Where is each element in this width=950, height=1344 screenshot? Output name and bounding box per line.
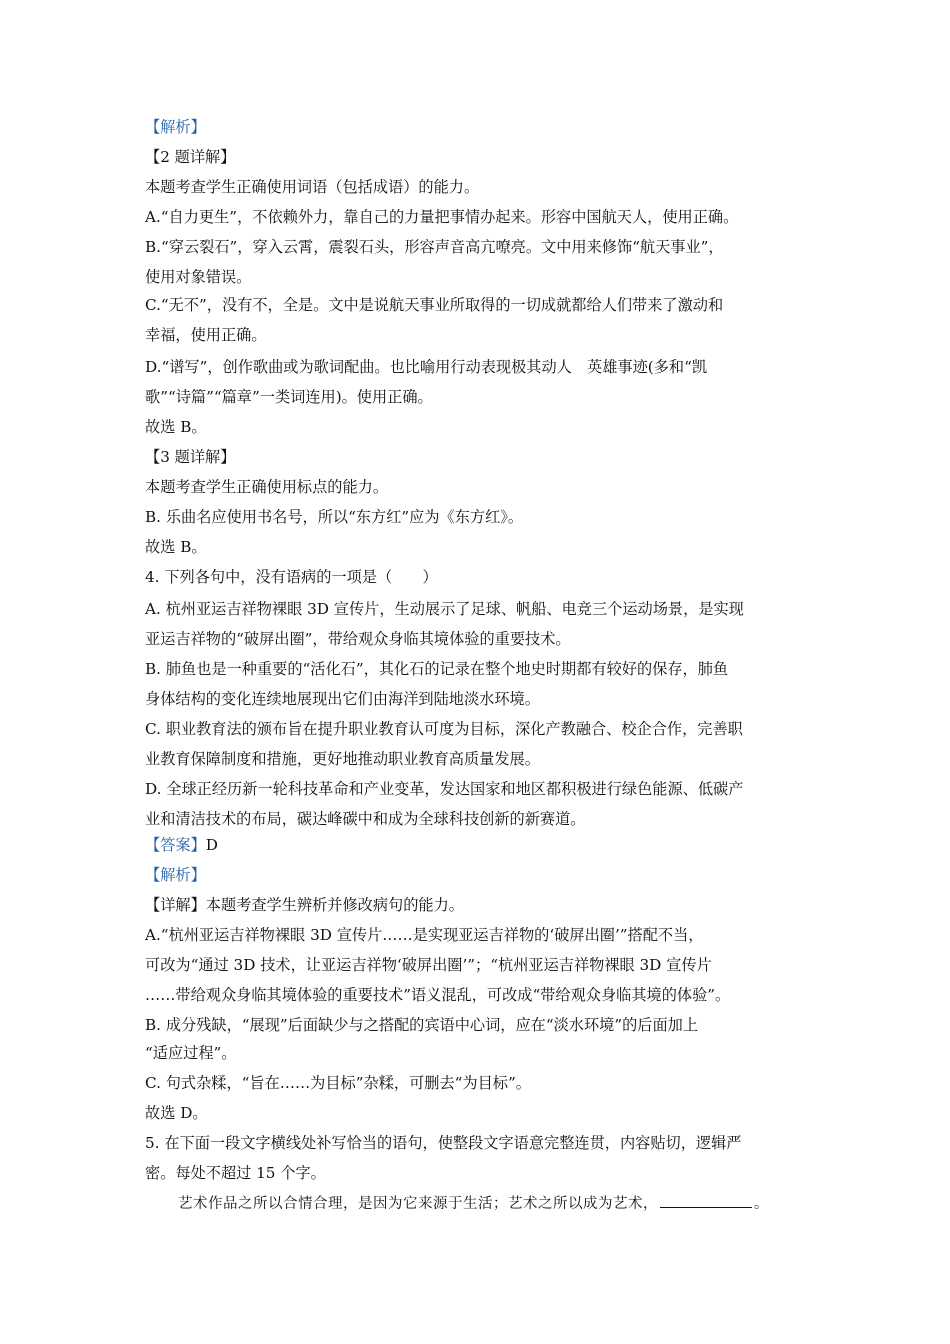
text-line xyxy=(145,176,479,198)
text-line xyxy=(145,324,267,346)
text-line xyxy=(145,864,206,886)
line-text: C. 句式杂糅，“旨在……为目标”杂糅，可删去“为目标”。 xyxy=(145,1074,531,1092)
text-line xyxy=(145,386,433,408)
line-text: A.“杭州亚运吉祥物裸眼 3D 宣传片……是实现亚运吉祥物的‘破屏出圈’”搭配不当， xyxy=(145,926,704,944)
line-text: B.“穿云裂石”，穿入云霄，震裂石头，形容声音高亢嘹亮。文中用来修饰“航天事业”， xyxy=(145,238,724,256)
text-line xyxy=(145,984,730,1006)
line-text: 4. 下列各句中，没有语病的一项是（ ） xyxy=(145,568,438,586)
text-line xyxy=(145,598,744,620)
text-line xyxy=(145,416,207,438)
line-text: 【详解】本题考查学生辨析并修改病句的能力。 xyxy=(145,896,464,914)
line-text: 【2 题详解】 xyxy=(145,148,236,166)
line-text: C.“无不”，没有不，全是。文中是说航天事业所取得的一切成就都给人们带来了激动和 xyxy=(145,296,724,314)
text-line xyxy=(145,206,738,228)
text-line xyxy=(145,266,251,288)
line-text: 5. 在下面一段文字横线处补写恰当的语句，使整段文字语意完整连贯，内容贴切，逻辑严 xyxy=(145,1134,742,1152)
line-text: 亚运吉祥物的“破屏出圈”，带给观众身临其境体验的重要技术。 xyxy=(145,630,571,648)
line-text: C. 职业教育法的颁布旨在提升职业教育认可度为目标，深化产教融合、校企合作，完善职 xyxy=(145,720,743,738)
text-line xyxy=(145,356,707,378)
line-text: 本题考查学生正确使用词语（包括成语）的能力。 xyxy=(145,178,480,196)
section-tag: 【解析】 xyxy=(145,118,206,136)
text-line xyxy=(145,1132,741,1154)
line-text: D xyxy=(205,836,218,854)
text-line xyxy=(145,236,724,258)
line-text: 故选 D。 xyxy=(145,1104,208,1122)
line-text: ……带给观众身临其境体验的重要技术”语义混乱，可改成“带给观众身临其境的体验”。 xyxy=(145,986,731,1004)
text-line xyxy=(145,294,723,316)
line-text: A.“自力更生”，不依赖外力，靠自己的力量把事情办起来。形容中国航天人，使用正确。 xyxy=(145,208,739,226)
line-text: D.“谱写”，创作歌曲或为歌词配曲。也比喻用行动表现极其动人 英雄事迹(多和“凯 xyxy=(145,358,708,376)
line-text: 业教育保障制度和措施，更好地推动职业教育高质量发展。 xyxy=(145,750,540,768)
line-text: D. 全球正经历新一轮科技革命和产业变革，发达国家和地区都积极进行绿色能源、低碳产 xyxy=(145,780,744,798)
line-text: B. 成分残缺，“展现”后面缺少与之搭配的宾语中心词，应在“淡水环境”的后面加上 xyxy=(145,1016,699,1034)
text-line xyxy=(145,718,743,740)
line-text: 故选 B。 xyxy=(145,418,207,436)
text-line xyxy=(145,146,235,168)
text-line xyxy=(145,688,540,710)
text-line xyxy=(145,954,712,976)
text-line xyxy=(145,536,207,558)
line-text: B. 肺鱼也是一种重要的“活化石”，其化石的记录在整个地史时期都有较好的保存，肺鱼 xyxy=(145,660,729,678)
text-line xyxy=(145,628,571,650)
text-line xyxy=(145,1162,326,1184)
line-text: 本题考查学生正确使用标点的能力。 xyxy=(145,478,388,496)
text-line xyxy=(145,1102,208,1124)
line-text: B. 乐曲名应使用书名号，所以“东方红”应为《东方红》。 xyxy=(145,508,524,526)
line-text: 密。每处不超过 15 个字。 xyxy=(145,1164,326,1182)
section-tag: 【解析】 xyxy=(145,866,206,884)
line-text: 幸福，使用正确。 xyxy=(145,326,267,344)
text-line xyxy=(145,506,523,528)
text-line xyxy=(145,834,218,856)
text-line xyxy=(145,476,388,498)
line-text: 身体结构的变化连续地展现出它们由海洋到陆地淡水环境。 xyxy=(145,690,540,708)
text-line xyxy=(145,924,703,946)
text-line xyxy=(145,658,728,680)
text-line xyxy=(145,748,540,770)
line-text: 可改为“通过 3D 技术，让亚运吉祥物‘破屏出圈’”；“杭州亚运吉祥物裸眼 3D 宣传片 xyxy=(145,956,712,974)
text-line xyxy=(145,116,206,138)
line-text: “适应过程”。 xyxy=(145,1044,237,1062)
line-text: 歌”“诗篇”“篇章”一类词连用)。使用正确。 xyxy=(145,388,433,406)
section-tag: 【答案】 xyxy=(145,836,206,854)
text-line xyxy=(145,894,464,916)
passage-sentence xyxy=(178,1192,769,1215)
passage-text: 艺术作品之所以合情合理，是因为它来源于生活；艺术之所以成为艺术， xyxy=(178,1196,658,1212)
text-line xyxy=(145,1014,698,1036)
text-line xyxy=(145,566,438,588)
line-text: 故选 B。 xyxy=(145,538,207,556)
text-line xyxy=(145,1042,236,1064)
text-line xyxy=(145,808,585,830)
text-line xyxy=(145,778,743,800)
answer-blank[interactable] xyxy=(660,1192,752,1208)
line-text: A. 杭州亚运吉祥物裸眼 3D 宣传片，生动展示了足球、帆船、电竞三个运动场景，是实现 xyxy=(145,600,744,618)
text-line xyxy=(145,1072,531,1094)
passage-end: 。 xyxy=(754,1196,769,1212)
text-line xyxy=(145,446,235,468)
line-text: 【3 题详解】 xyxy=(145,448,236,466)
line-text: 业和清洁技术的布局，碳达峰碳中和成为全球科技创新的新赛道。 xyxy=(145,810,586,828)
line-text: 使用对象错误。 xyxy=(145,268,252,286)
